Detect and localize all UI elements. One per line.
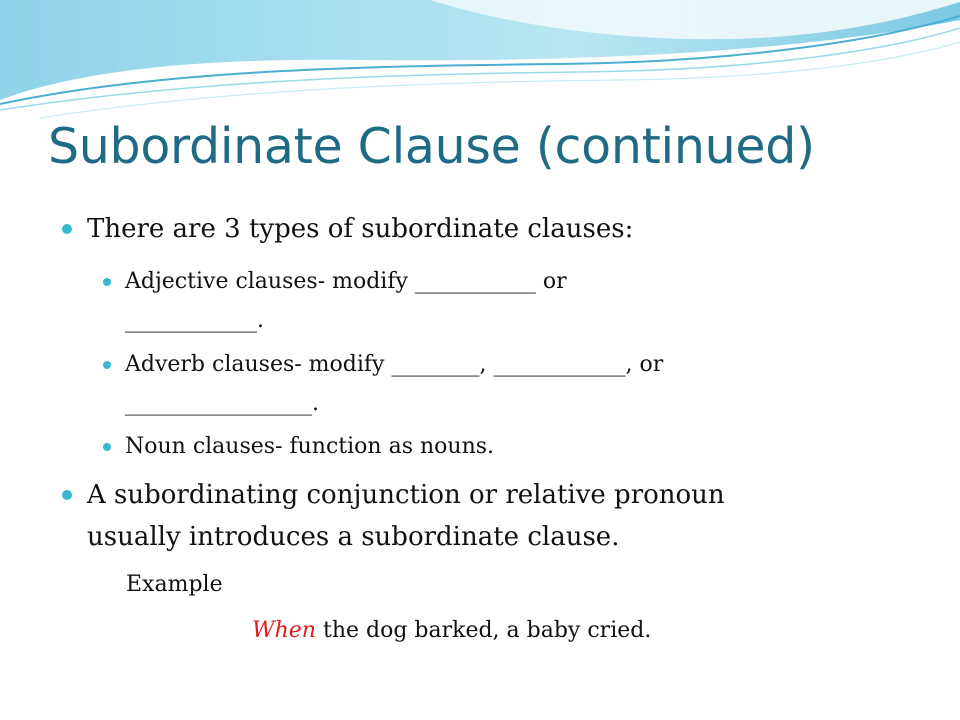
bullet-dot-1-1 — [103, 278, 111, 286]
bullet-2-line-1: A subordinating conjunction or relative pronoun — [87, 480, 725, 510]
example-sentence — [252, 612, 651, 650]
header-wave-decoration — [0, 0, 960, 120]
sub-bullet-adjective-line-1: Adjective clauses- modify ___________ or — [125, 269, 567, 294]
example-label: Example — [126, 572, 223, 597]
slide-title: Subordinate Clause (continued) — [48, 118, 815, 175]
bullet-dot-1-3 — [103, 443, 111, 451]
bullet-2-line-2: usually introduces a subordinate clause. — [87, 522, 620, 552]
sub-bullet-adverb-line-2: _________________. — [125, 391, 319, 416]
bullet-dot-1-2 — [103, 361, 111, 369]
example-sentence-rest: the dog barked, a baby cried. — [315, 618, 652, 643]
bullet-1: There are 3 types of subordinate clauses: — [87, 214, 634, 244]
bullet-dot-1 — [62, 224, 72, 234]
bullet-dot-2 — [62, 490, 72, 500]
example-highlight-word: When — [252, 618, 316, 643]
sub-bullet-noun: Noun clauses- function as nouns. — [125, 434, 495, 459]
sub-bullet-adjective-line-2: ____________. — [125, 308, 264, 333]
sub-bullet-adverb-line-1: Adverb clauses- modify ________, ____________, or — [125, 352, 664, 377]
